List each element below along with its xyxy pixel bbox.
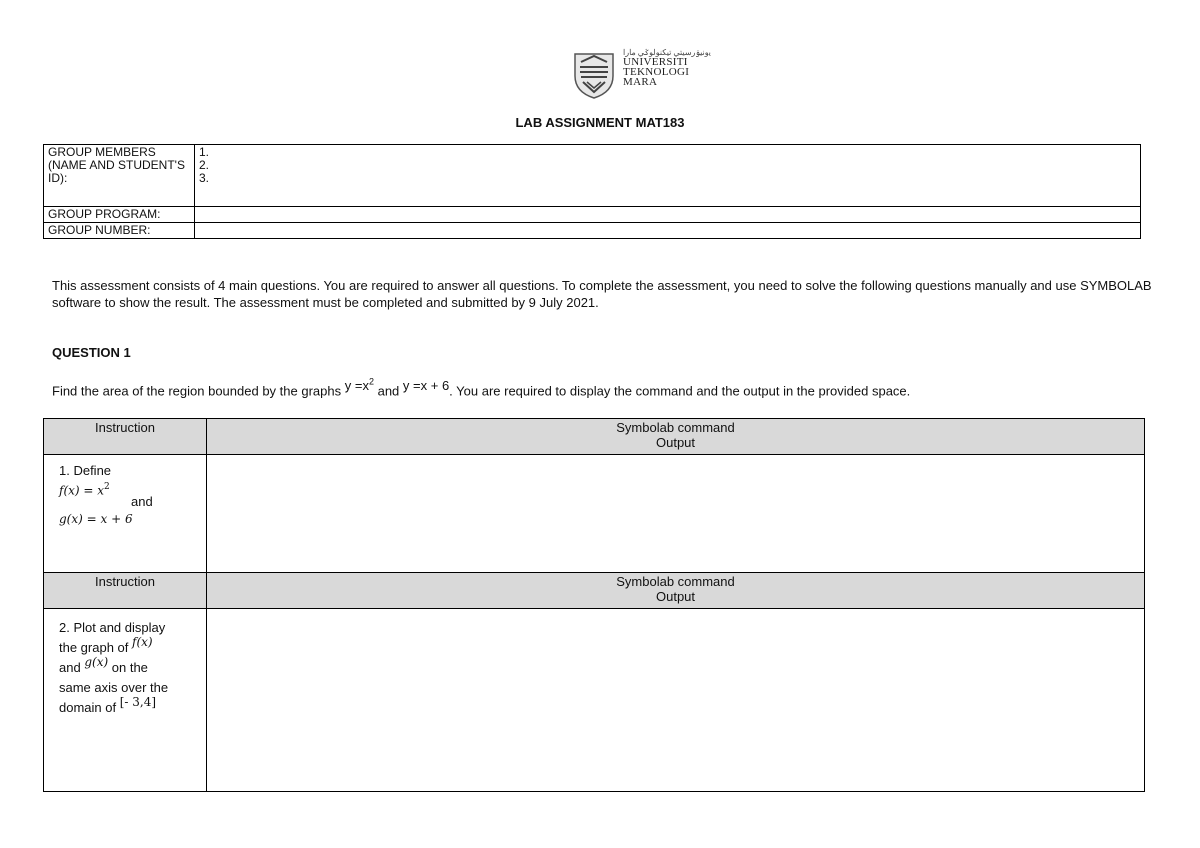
instruction-header-2: Instruction — [44, 573, 207, 609]
instruction-cell-2: 2. Plot and display the graph of f(x) and g(x) on the same axis over the domain of [- 3,4] — [44, 609, 207, 792]
command-output-header-2: Symbolab command Output — [207, 573, 1145, 609]
answer-cell-2[interactable] — [207, 609, 1145, 792]
instruction-header-1: Instruction — [44, 419, 207, 455]
work-row-1 — [44, 455, 1145, 573]
group-members-label: GROUP MEMBERS (NAME AND STUDENT'S ID): — [44, 145, 195, 207]
symbolab-work-table — [43, 418, 1145, 792]
uitm-crest-icon — [571, 50, 617, 100]
group-members-row — [44, 145, 1141, 207]
group-number-row — [44, 223, 1141, 239]
group-members-cell[interactable] — [195, 145, 1141, 207]
instruction-cell-1: 1. Define $f(x) = x^2$ and g(x) = x + 6 — [44, 455, 207, 573]
work-row-2 — [44, 609, 1145, 792]
intro-paragraph: This assessment consists of 4 main questions. You are required to answer all questions. To complete the assessment, you need to solve the following questions manually and use SYMBOLAB software to show the result. The assessment must be completed and submitted by 9 July 2021. — [52, 278, 1152, 310]
question-text-before: Find the area of the region bounded by the graphs — [52, 383, 342, 399]
question-and: and — [377, 383, 400, 399]
equation-2: y =x + 6 — [402, 378, 450, 394]
logo-line-2: TEKNOLOGI — [623, 66, 690, 78]
question-text — [52, 377, 1162, 399]
equation-1: $y =x^2$ — [344, 377, 374, 394]
question-heading: QUESTION 1 — [52, 345, 131, 360]
command-output-header-1: Symbolab command Output — [207, 419, 1145, 455]
uitm-logo — [571, 48, 711, 104]
logo-line-3: MARA — [623, 76, 658, 88]
page-title: LAB ASSIGNMENT MAT183 — [515, 115, 685, 130]
member-1: 1. — [199, 145, 210, 159]
group-program-row — [44, 207, 1141, 223]
work-header-2 — [44, 573, 1145, 609]
group-program-value[interactable] — [195, 207, 1141, 223]
group-number-value[interactable] — [195, 223, 1141, 239]
group-info-table — [43, 144, 1141, 239]
group-number-label: GROUP NUMBER: — [44, 223, 195, 239]
logo-jawi-text: ﯾونيۏرسيتي تيکنولوݢي مارا — [623, 48, 711, 57]
member-3: 3. — [199, 171, 210, 185]
member-2: 2. — [199, 158, 210, 172]
logo-line-1: UNIVERSITI — [623, 56, 688, 68]
question-text-after: . You are required to display the command and the output in the provided space. — [449, 383, 911, 399]
group-program-label: GROUP PROGRAM: — [44, 207, 195, 223]
answer-cell-1[interactable] — [207, 455, 1145, 573]
work-header-1 — [44, 419, 1145, 455]
